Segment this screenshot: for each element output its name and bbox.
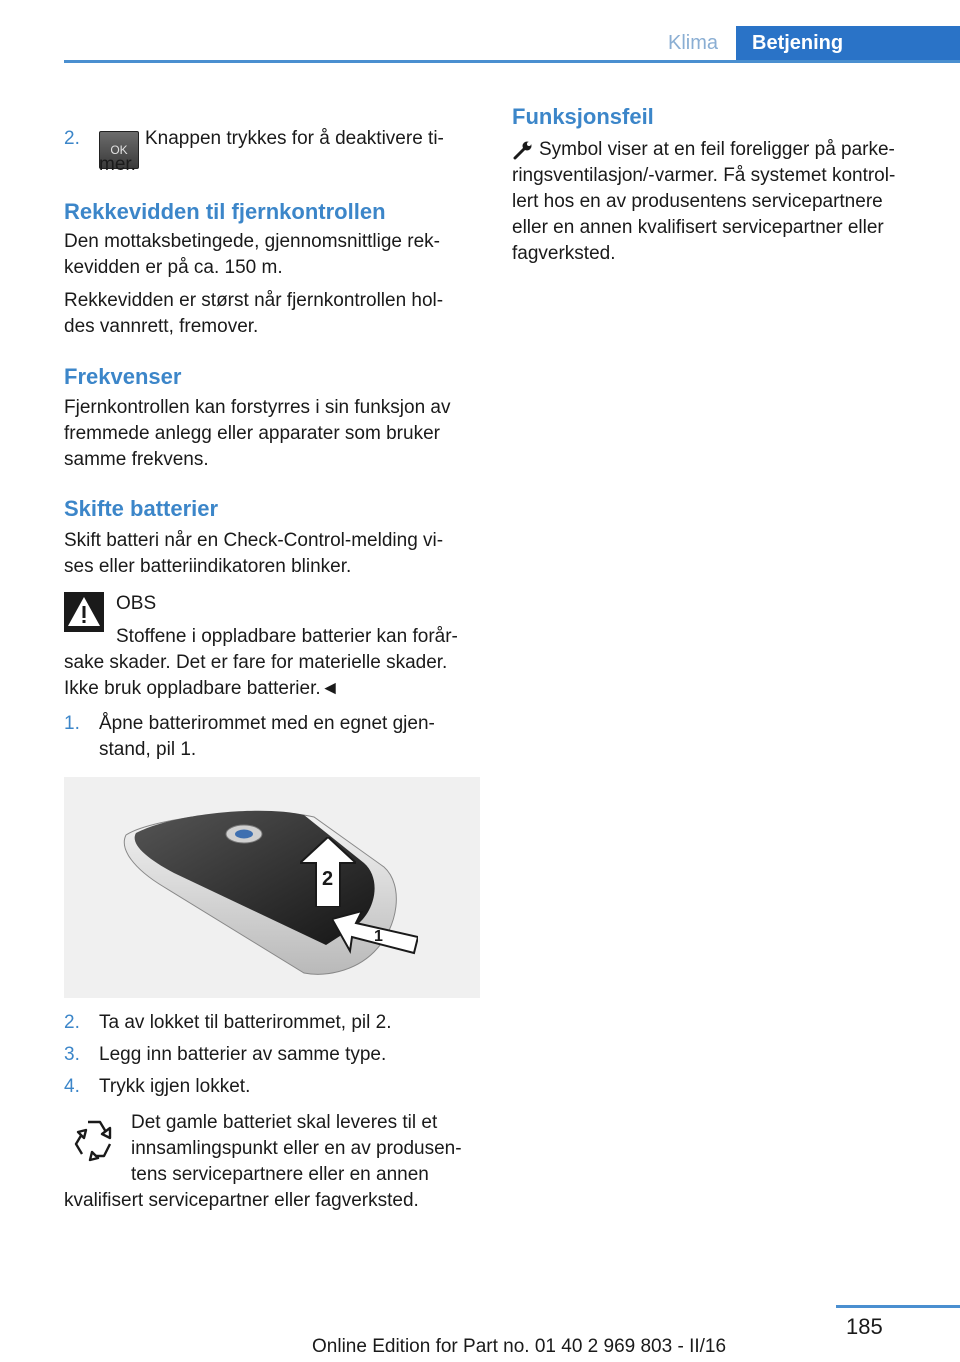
page-number: 185 [846, 1314, 883, 1339]
warning-line1: Stoffene i oppladbare batterier kan forår- [116, 626, 458, 647]
warning-icon [64, 592, 104, 632]
step-2 [64, 1010, 480, 1036]
fault-line3: lert hos en av produsentens servicepartnere [512, 191, 883, 212]
fault-line2: ringsventilasjon/-varmer. Få systemet kontrol- [512, 165, 896, 186]
step-2-ok [64, 110, 480, 175]
edition-info: Online Edition for Part no. 01 40 2 969 803 - II/16 [312, 1336, 727, 1357]
heading-batteries: Skifte batterier [64, 496, 219, 521]
step-text: Knappen trykkes for å deaktivere ti- [145, 128, 444, 149]
arrow-2-label: 2 [322, 868, 334, 890]
heading-range: Rekkevidden til fjernkontrollen [64, 199, 386, 224]
step-text: Legg inn batterier av samme type. [99, 1044, 387, 1065]
step-1 [64, 711, 480, 771]
warning-line2: sake skader. Det er fare for materielle skader. [64, 652, 448, 673]
range-line3: Rekkevidden er størst når fjernkontrollen hol- [64, 290, 444, 311]
ok-button-icon: OK [99, 131, 139, 169]
freq-line2: fremmede anlegg eller apparater som bruker [64, 423, 440, 444]
step-3 [64, 1042, 480, 1068]
tab-betjening: Betjening [736, 26, 960, 62]
step-number: 1. [64, 713, 80, 734]
range-line1: Den mottaksbetingede, gjennomsnittlige rek- [64, 231, 440, 252]
fault-line5: fagverksted. [512, 243, 616, 264]
step-text: Åpne batterirommet med en egnet gjen- [99, 713, 435, 734]
tab-klima: Klima [650, 26, 736, 60]
warning-title: OBS [116, 593, 157, 614]
header-rule [64, 60, 960, 63]
heading-frequencies: Frekvenser [64, 364, 182, 389]
arrow-1-label: 1 [374, 928, 383, 945]
wrench-icon [513, 140, 533, 160]
arrow-1-icon [332, 911, 418, 957]
freq-line3: samme frekvens. [64, 449, 209, 470]
step-text: Trykk igjen lokket. [99, 1076, 251, 1097]
footer-rule [836, 1305, 960, 1308]
freq-line1: Fjernkontrollen kan forstyrres i sin funksjon av [64, 397, 451, 418]
step-text-cont: mer. [99, 154, 136, 175]
step-text-cont: stand, pil 1. [99, 739, 197, 760]
warning-line3: Ikke bruk oppladbare batterier.◄ [64, 678, 340, 699]
remote-key-illustration [64, 777, 480, 998]
recycle-line4: kvalifisert servicepartner eller fagverksted. [64, 1190, 419, 1211]
recycle-icon [68, 1114, 120, 1166]
range-line2: kevidden er på ca. 150 m. [64, 257, 283, 278]
step-number: 2. [64, 128, 80, 149]
range-line4: des vannrett, fremover. [64, 316, 259, 337]
fault-line4: eller en annen kvalifisert servicepartner eller [512, 217, 884, 238]
arrow-2-icon [300, 837, 356, 907]
recycle-line2: innsamlingspunkt eller en av produsen- [131, 1138, 462, 1159]
step-number: 4. [64, 1076, 80, 1097]
step-number: 2. [64, 1012, 80, 1033]
batt-line2: ses eller batteriindikatoren blinker. [64, 556, 352, 577]
batt-line1: Skift batteri når en Check-Control-melding vi- [64, 530, 444, 551]
recycle-line3: tens servicepartnere eller en annen [131, 1164, 429, 1185]
step-number: 3. [64, 1044, 80, 1065]
heading-fault: Funksjonsfeil [512, 104, 654, 129]
fault-line1: Symbol viser at en feil foreligger på parke- [539, 139, 895, 160]
step-text: Ta av lokket til batterirommet, pil 2. [99, 1012, 392, 1033]
recycle-line1: Det gamle batteriet skal leveres til et [131, 1112, 438, 1133]
step-4 [64, 1074, 480, 1100]
